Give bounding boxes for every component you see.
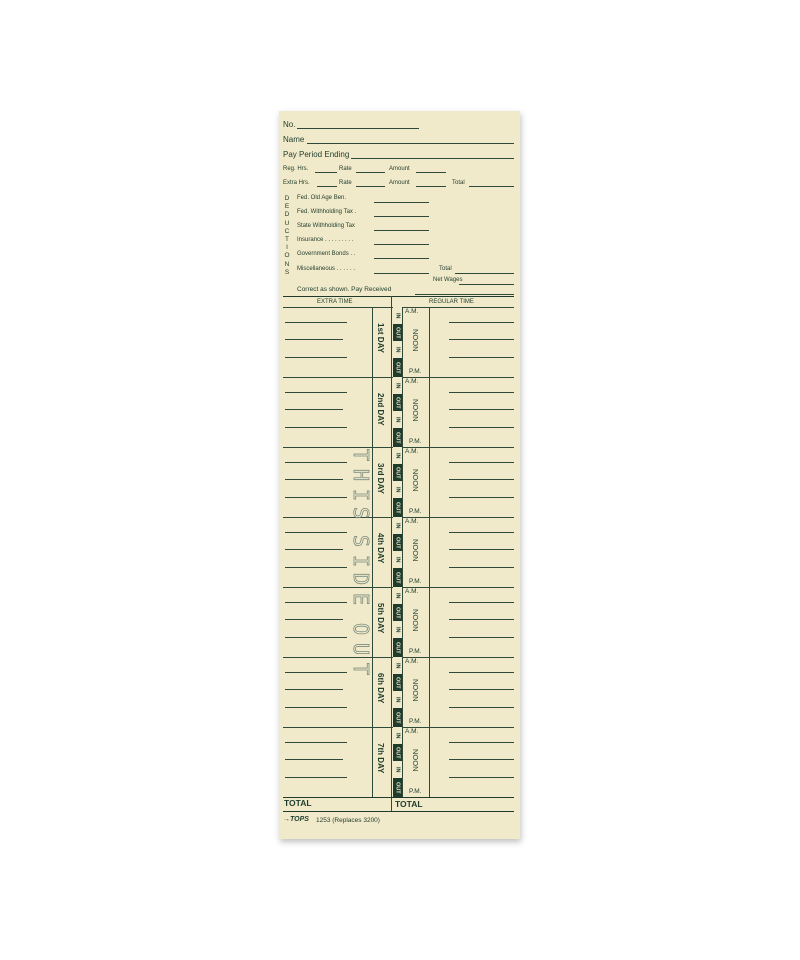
punch-out-slot[interactable]: OUT <box>393 778 402 797</box>
extra-time-entry-line[interactable] <box>285 392 347 393</box>
regular-time-entry-line[interactable] <box>449 322 514 323</box>
watermark-letter: U <box>349 643 373 656</box>
regular-time-entry-line[interactable] <box>449 567 514 568</box>
tops-logo-mark: → <box>283 816 290 823</box>
extra-total-label: Total <box>452 180 465 186</box>
time-card-body <box>279 111 520 839</box>
noon-label: NOON <box>411 329 420 352</box>
extra-time-entry-line[interactable] <box>285 689 343 690</box>
deductions-side-letter: T <box>285 236 289 243</box>
pm-label: P.M. <box>409 368 422 375</box>
extra-time-entry-line[interactable] <box>285 672 347 673</box>
name-line[interactable] <box>307 143 514 144</box>
deduction-item-line[interactable] <box>374 258 429 259</box>
noon-label: NOON <box>411 679 420 702</box>
watermark-letter: O <box>349 623 373 636</box>
regular-time-entry-line[interactable] <box>449 479 514 480</box>
punch-out-slot[interactable]: OUT <box>393 464 402 481</box>
punch-out-slot[interactable]: OUT <box>393 358 402 377</box>
extra-total-line[interactable] <box>469 186 514 187</box>
extra-time-entry-line[interactable] <box>285 619 343 620</box>
deduction-item-label: State Withholding Tax <box>297 223 355 229</box>
deductions-side-letter: O <box>284 252 290 260</box>
deductions-side-letter: I <box>286 244 288 252</box>
extra-time-entry-line[interactable] <box>285 497 347 498</box>
watermark-letter: T <box>349 663 373 676</box>
deduction-item-label: Fed. Withholding Tax . <box>297 209 357 215</box>
punch-out-slot[interactable]: OUT <box>393 674 402 691</box>
tops-logo <box>283 816 309 823</box>
am-label: A.M. <box>405 378 419 385</box>
no-line[interactable] <box>297 128 419 129</box>
tops-logo-text: TOPS <box>290 816 309 823</box>
extra-amount-label: Amount <box>389 180 410 186</box>
am-label: A.M. <box>405 518 419 525</box>
day-label: 1st DAY <box>376 323 385 353</box>
punch-out-slot[interactable]: OUT <box>393 744 402 761</box>
extra-time-entry-line[interactable] <box>285 777 347 778</box>
punch-column-rule <box>402 377 403 447</box>
extra-time-entry-line[interactable] <box>285 532 347 533</box>
punch-in-slot[interactable]: IN <box>393 447 402 464</box>
totals-top-rule <box>283 797 514 798</box>
extra-time-entry-line[interactable] <box>285 567 347 568</box>
punch-column-rule <box>402 447 403 517</box>
extra-time-entry-line[interactable] <box>285 322 347 323</box>
regular-time-entry-line[interactable] <box>449 339 514 340</box>
punch-column-rule <box>402 307 403 377</box>
extra-time-entry-line[interactable] <box>285 742 347 743</box>
reg-hrs-label: Reg. Hrs. <box>283 166 309 172</box>
time-card <box>279 111 520 839</box>
watermark-letter: S <box>349 507 373 520</box>
punch-in-slot[interactable]: IN <box>393 551 402 568</box>
reg-amount-line[interactable] <box>416 172 446 173</box>
deduction-item-line[interactable] <box>374 202 429 203</box>
totals-bottom-rule <box>283 811 514 812</box>
regular-column-rule <box>429 307 430 797</box>
extra-hrs-label: Extra Hrs. <box>283 180 310 186</box>
punch-column-rule <box>402 517 403 587</box>
punch-column-rule <box>402 657 403 727</box>
punch-out-slot[interactable]: OUT <box>393 428 402 447</box>
regular-time-entry-line[interactable] <box>449 707 514 708</box>
reg-rate-label: Rate <box>339 166 352 172</box>
watermark-letter: S <box>349 535 373 548</box>
deduction-item-label: Government Bonds . . <box>297 251 356 257</box>
deductions-total-label: Total <box>439 266 452 272</box>
regular-time-entry-line[interactable] <box>449 689 514 690</box>
punch-in-slot[interactable]: IN <box>393 587 402 604</box>
regular-time-entry-line[interactable] <box>449 759 514 760</box>
punch-in-slot[interactable]: IN <box>393 621 402 638</box>
pm-label: P.M. <box>409 718 422 725</box>
regular-time-entry-line[interactable] <box>449 549 514 550</box>
punch-in-slot[interactable]: IN <box>393 691 402 708</box>
extra-time-entry-line[interactable] <box>285 602 347 603</box>
extra-time-header: EXTRA TIME <box>317 299 353 305</box>
watermark-letter: H <box>349 469 373 482</box>
pm-label: P.M. <box>409 438 422 445</box>
punch-in-slot[interactable]: IN <box>393 341 402 358</box>
deductions-side-letter: E <box>284 203 290 211</box>
punch-out-slot[interactable]: OUT <box>393 324 402 341</box>
noon-label: NOON <box>411 469 420 492</box>
punch-in-slot[interactable]: IN <box>393 517 402 534</box>
pay-period-label: Pay Period Ending <box>283 150 350 159</box>
regular-time-entry-line[interactable] <box>449 462 514 463</box>
regular-time-entry-line[interactable] <box>449 672 514 673</box>
deduction-item-label: Fed. Old Age Ben. <box>297 195 347 201</box>
column-header-top-rule <box>283 296 514 297</box>
punch-out-slot[interactable]: OUT <box>393 604 402 621</box>
reg-rate-line[interactable] <box>356 172 385 173</box>
extra-rate-line[interactable] <box>356 186 385 187</box>
extra-hrs-line[interactable] <box>317 186 337 187</box>
noon-label: NOON <box>411 749 420 772</box>
punch-in-slot[interactable]: IN <box>393 657 402 674</box>
name-label: Name <box>283 135 305 144</box>
watermark-letter: I <box>349 555 373 568</box>
day-label: 2nd DAY <box>376 393 385 426</box>
deduction-item-line[interactable] <box>374 230 429 231</box>
reg-amount-label: Amount <box>389 166 410 172</box>
watermark-letter: E <box>349 593 373 606</box>
day-label: 5th DAY <box>376 603 385 634</box>
net-wages-label: Net Wages <box>433 277 463 283</box>
day-label: 6th DAY <box>376 673 385 704</box>
deduction-item-line[interactable] <box>374 273 429 274</box>
noon-label: NOON <box>411 399 420 422</box>
deductions-side-letter: C <box>284 227 290 235</box>
punch-in-slot[interactable]: IN <box>393 761 402 778</box>
reg-hrs-line[interactable] <box>315 172 337 173</box>
no-label: No. <box>283 120 296 129</box>
noon-label: NOON <box>411 609 420 632</box>
deductions-side-letter: S <box>284 268 290 276</box>
regular-time-entry-line[interactable] <box>449 497 514 498</box>
center-divider <box>391 296 392 811</box>
deduction-item-label: Insurance . . . . . . . . . <box>297 237 354 243</box>
punch-out-slot[interactable]: OUT <box>393 534 402 551</box>
punch-out-slot[interactable]: OUT <box>393 394 402 411</box>
deductions-side-letter: D <box>284 211 290 219</box>
total-left-label: TOTAL <box>284 798 312 808</box>
regular-time-entry-line[interactable] <box>449 602 514 603</box>
extra-rate-label: Rate <box>339 180 352 186</box>
pay-period-line[interactable] <box>351 158 514 159</box>
extra-time-entry-line[interactable] <box>285 637 347 638</box>
pm-label: P.M. <box>409 578 422 585</box>
punch-column-rule <box>402 587 403 657</box>
punch-column-rule <box>402 727 403 797</box>
punch-in-slot[interactable]: IN <box>393 481 402 498</box>
extra-time-entry-line[interactable] <box>285 479 343 480</box>
regular-time-entry-line[interactable] <box>449 777 514 778</box>
deductions-side-letter: D <box>284 195 290 202</box>
pm-label: P.M. <box>409 648 422 655</box>
extra-time-entry-line[interactable] <box>285 549 343 550</box>
regular-time-entry-line[interactable] <box>449 532 514 533</box>
extra-time-entry-line[interactable] <box>285 339 343 340</box>
deductions-side-letter: N <box>284 260 290 268</box>
regular-time-entry-line[interactable] <box>449 392 514 393</box>
am-label: A.M. <box>405 658 419 665</box>
punch-out-slot[interactable]: OUT <box>393 568 402 587</box>
correct-label: Correct as shown. Pay Received <box>297 286 392 293</box>
punch-out-slot[interactable]: OUT <box>393 638 402 657</box>
regular-time-entry-line[interactable] <box>449 637 514 638</box>
punch-in-slot[interactable]: IN <box>393 727 402 744</box>
noon-label: NOON <box>411 539 420 562</box>
pm-label: P.M. <box>409 788 422 795</box>
day-column-left-rule <box>372 307 373 797</box>
punch-in-slot[interactable]: IN <box>393 411 402 428</box>
total-right-label: TOTAL <box>395 799 423 809</box>
watermark-letter: I <box>349 489 373 502</box>
extra-time-entry-line[interactable] <box>285 357 347 358</box>
extra-time-entry-line[interactable] <box>285 427 347 428</box>
extra-time-entry-line[interactable] <box>285 462 347 463</box>
extra-time-entry-line[interactable] <box>285 759 343 760</box>
regular-time-entry-line[interactable] <box>449 427 514 428</box>
am-label: A.M. <box>405 588 419 595</box>
deduction-item-label: Miscellaneous . . . . . . <box>297 266 356 272</box>
punch-out-slot[interactable]: OUT <box>393 498 402 517</box>
watermark-letter: T <box>349 449 373 462</box>
regular-time-header: REGULAR TIME <box>429 299 474 305</box>
deductions-total-line[interactable] <box>455 273 514 274</box>
regular-time-entry-line[interactable] <box>449 619 514 620</box>
punch-in-slot[interactable]: IN <box>393 377 402 394</box>
am-label: A.M. <box>405 308 419 315</box>
day-label: 3rd DAY <box>376 463 385 494</box>
deductions-side-letter: U <box>284 219 290 227</box>
day-label: 4th DAY <box>376 533 385 564</box>
regular-time-entry-line[interactable] <box>449 409 514 410</box>
net-wages-line[interactable] <box>459 284 514 285</box>
regular-time-entry-line[interactable] <box>449 357 514 358</box>
am-label: A.M. <box>405 448 419 455</box>
regular-time-entry-line[interactable] <box>449 742 514 743</box>
am-label: A.M. <box>405 728 419 735</box>
deduction-item-line[interactable] <box>374 244 429 245</box>
signature-line[interactable] <box>415 294 514 295</box>
pm-label: P.M. <box>409 508 422 515</box>
watermark-letter: D <box>349 573 373 586</box>
day-label: 7th DAY <box>376 743 385 774</box>
extra-time-entry-line[interactable] <box>285 707 347 708</box>
form-code: 1253 (Replaces 3200) <box>316 817 380 824</box>
extra-time-entry-line[interactable] <box>285 409 343 410</box>
punch-in-slot[interactable]: IN <box>393 307 402 324</box>
deduction-item-line[interactable] <box>374 216 429 217</box>
extra-amount-line[interactable] <box>416 186 446 187</box>
punch-out-slot[interactable]: OUT <box>393 708 402 727</box>
